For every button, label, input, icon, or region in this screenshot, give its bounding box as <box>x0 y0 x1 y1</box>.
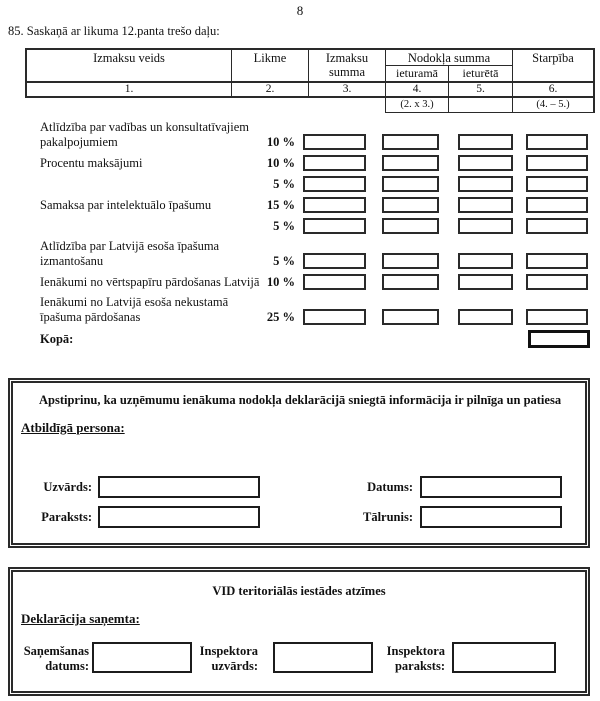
total-label: Kopā: <box>40 331 74 346</box>
page-number: 8 <box>296 3 304 18</box>
input-ietureta-summa[interactable] <box>458 309 513 325</box>
input-ietureta-summa[interactable] <box>458 134 513 150</box>
confirmation-section <box>8 378 590 548</box>
input-izmaksu-summa[interactable] <box>303 253 366 269</box>
responsible-person-label: Atbildīgā persona: <box>21 420 125 435</box>
header-payout-line1: Izmaksu <box>325 51 369 65</box>
col-num-3: 3. <box>309 83 386 96</box>
column-numbers-row <box>27 81 593 96</box>
vid-title: VID teritoriālās iestādes atzīmes <box>212 584 386 598</box>
expense-row <box>0 218 600 234</box>
phone-label: Tālrunis: <box>362 510 413 524</box>
input-ieturama-summa[interactable] <box>382 218 439 234</box>
input-ieturama-summa[interactable] <box>382 197 439 213</box>
formula-col5-empty <box>449 98 513 112</box>
input-izmaksu-summa[interactable] <box>303 176 366 192</box>
row-rate: 5 % <box>273 254 295 268</box>
header-payout-sum <box>309 50 386 81</box>
col-num-6: 6. <box>548 83 558 95</box>
input-starpiba[interactable] <box>526 155 588 171</box>
expense-row <box>0 239 600 269</box>
inspector-signature-label: Inspektora paraksts: <box>386 644 445 673</box>
formula-col4: (2. x 3.) <box>386 98 449 112</box>
row-label: Procentu maksājumi <box>40 156 143 170</box>
surname-label: Uzvārds: <box>43 480 92 494</box>
surname-input[interactable] <box>98 476 260 498</box>
input-ieturama-summa[interactable] <box>382 134 439 150</box>
input-starpiba[interactable] <box>526 253 588 269</box>
row-rate: 15 % <box>266 198 295 212</box>
input-ietureta-summa[interactable] <box>458 253 513 269</box>
input-ietureta-summa[interactable] <box>458 274 513 290</box>
received-date-label: Saņemšanas datums: <box>23 644 89 673</box>
vid-section <box>8 567 590 696</box>
input-starpiba[interactable] <box>526 218 588 234</box>
header-payout-line2: summa <box>328 65 366 79</box>
input-starpiba[interactable] <box>526 134 588 150</box>
expense-row <box>0 120 600 150</box>
row-rate: 5 % <box>273 177 295 191</box>
formula-col6: (4. – 5.) <box>513 98 594 112</box>
input-starpiba[interactable] <box>526 274 588 290</box>
phone-input[interactable] <box>420 506 562 528</box>
confirmation-statement: Apstiprinu, ka uzņēmumu ienākuma nodokļa deklarācijā sniegtā informācija ir pilnīga un patiesa <box>39 393 562 407</box>
input-izmaksu-summa[interactable] <box>303 134 366 150</box>
input-starpiba[interactable] <box>526 176 588 192</box>
inspector-signature-input[interactable] <box>452 642 556 673</box>
row-rate: 25 % <box>266 310 295 324</box>
col-num-1: 1. <box>27 83 232 96</box>
signature-label: Paraksts: <box>41 510 92 524</box>
expense-table-header <box>25 48 595 98</box>
col-num-4: 4. <box>386 83 449 96</box>
row-label: Atlīdzība par Latvijā esoša īpašuma izmantošanu <box>40 239 220 268</box>
header-tax-sum: Nodokļa summa <box>386 51 512 66</box>
header-tax-sum-group <box>386 50 513 81</box>
input-ieturama-summa[interactable] <box>382 176 439 192</box>
header-withheld: ieturētā <box>462 66 499 80</box>
expense-row <box>0 197 600 213</box>
input-ieturama-summa[interactable] <box>382 253 439 269</box>
row-label: Ienākumi no vērtspapīru pārdošanas Latvijā <box>40 275 260 289</box>
expense-row <box>0 295 600 325</box>
col-num-5: 5. <box>449 83 513 96</box>
input-izmaksu-summa[interactable] <box>303 309 366 325</box>
row-rate: 10 % <box>266 135 295 149</box>
expense-rows <box>0 120 600 348</box>
input-ietureta-summa[interactable] <box>458 218 513 234</box>
input-starpiba[interactable] <box>526 309 588 325</box>
input-ieturama-summa[interactable] <box>382 309 439 325</box>
expense-row <box>0 274 600 290</box>
row-rate: 10 % <box>266 275 295 289</box>
input-ietureta-summa[interactable] <box>458 197 513 213</box>
date-input[interactable] <box>420 476 562 498</box>
row-rate: 5 % <box>273 219 295 233</box>
input-izmaksu-summa[interactable] <box>303 274 366 290</box>
input-izmaksu-summa[interactable] <box>303 218 366 234</box>
row-label: Samaksa par intelektuālo īpašumu <box>40 198 212 212</box>
input-izmaksu-summa[interactable] <box>303 197 366 213</box>
expense-row <box>0 155 600 171</box>
input-ietureta-summa[interactable] <box>458 176 513 192</box>
header-rate: Likme <box>232 50 309 81</box>
formula-row <box>385 98 595 113</box>
col-num-2: 2. <box>232 83 309 96</box>
input-ietureta-summa[interactable] <box>458 155 513 171</box>
input-starpiba[interactable] <box>526 197 588 213</box>
header-difference: Starpība <box>532 51 574 65</box>
input-ieturama-summa[interactable] <box>382 155 439 171</box>
row-label: Ienākumi no Latvijā esoša nekustamā īpašuma pārdošanas <box>40 295 229 324</box>
row-label: Atlīdzība par vadības un konsultatīvajiem pakalpojumiem <box>40 120 249 149</box>
expense-row <box>0 176 600 192</box>
signature-input[interactable] <box>98 506 260 528</box>
declaration-received-label: Deklarācija saņemta: <box>21 611 140 626</box>
header-withholdable: ieturamā <box>386 66 449 81</box>
total-row <box>0 330 600 348</box>
input-ieturama-summa[interactable] <box>382 274 439 290</box>
row-rate: 10 % <box>266 156 295 170</box>
inspector-surname-label: Inspektora uzvārds: <box>199 644 258 673</box>
date-label: Datums: <box>367 480 413 494</box>
input-izmaksu-summa[interactable] <box>303 155 366 171</box>
intro-text: 85. Saskaņā ar likuma 12.panta trešo daļu: <box>8 24 220 38</box>
total-input[interactable] <box>528 330 590 348</box>
header-expense-type: Izmaksu veids <box>27 50 232 81</box>
